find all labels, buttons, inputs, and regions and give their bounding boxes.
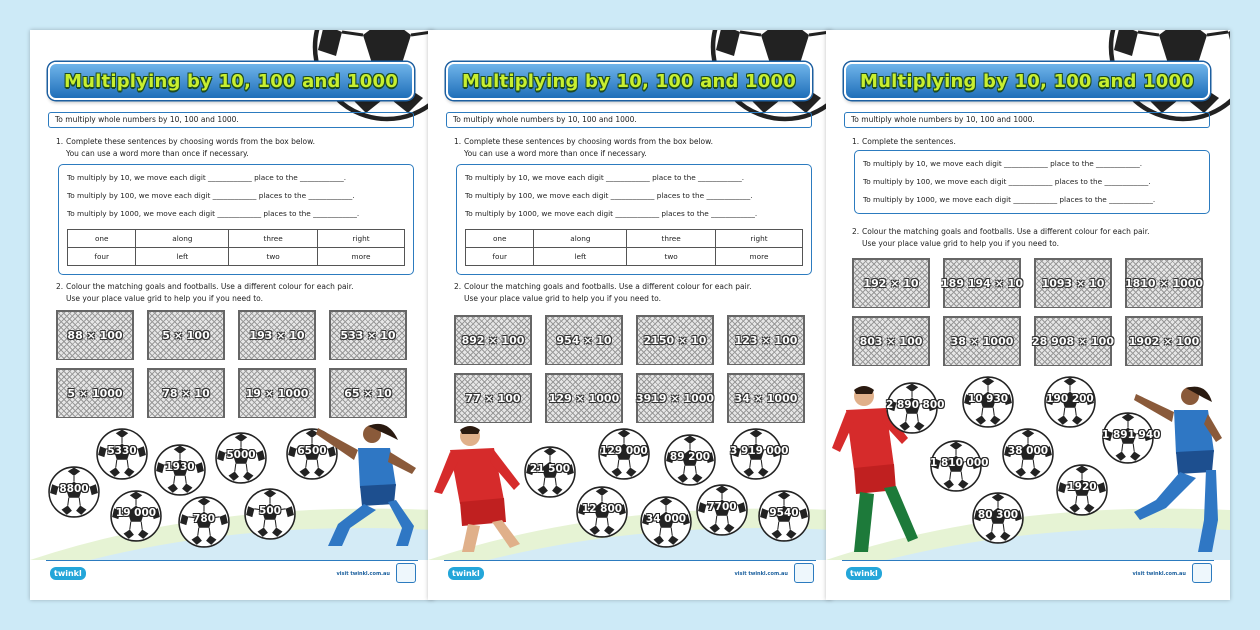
football[interactable] xyxy=(664,434,716,486)
word-cell: four xyxy=(68,248,136,266)
football-label: 89 200 xyxy=(669,451,711,463)
goal[interactable] xyxy=(1034,258,1112,308)
goal-label: 77 × 100 xyxy=(465,392,521,405)
goal[interactable] xyxy=(852,316,930,366)
goal[interactable] xyxy=(727,315,805,365)
football-label: 12 800 xyxy=(581,503,623,515)
goal-label: 65 × 10 xyxy=(344,387,392,400)
quality-badge-icon xyxy=(396,563,416,583)
word-cell: one xyxy=(466,230,534,248)
goal-label: 123 × 100 xyxy=(734,334,798,347)
question-text: You can use a word more than once if necessary. xyxy=(464,149,647,158)
sentence: To multiply by 100, we move each digit ____________ places to the ____________. xyxy=(67,191,355,200)
footballer-illustration xyxy=(298,418,428,546)
question-text: Use your place value grid to help you if you need to. xyxy=(862,239,1060,248)
goal[interactable] xyxy=(329,368,407,418)
goals-grid xyxy=(852,258,1206,366)
question-text: Complete these sentences by choosing words from the box below. xyxy=(464,137,713,146)
goal-label: 189 194 × 10 xyxy=(941,277,1023,290)
football[interactable] xyxy=(886,382,945,434)
word-cell: left xyxy=(136,248,229,266)
goal-label: 954 × 10 xyxy=(556,334,612,347)
goal[interactable] xyxy=(454,315,532,365)
football-label: 1 891 940 xyxy=(1102,429,1161,441)
worksheet-3 xyxy=(826,30,1230,600)
football[interactable] xyxy=(1056,464,1108,516)
football-label: 780 xyxy=(193,513,215,525)
twinkl-logo[interactable]: twinkl xyxy=(448,567,484,580)
goal-label: 38 × 1000 xyxy=(950,335,1014,348)
football-label: 1920 xyxy=(1067,481,1097,493)
football[interactable] xyxy=(972,492,1024,544)
football[interactable] xyxy=(1044,376,1096,428)
goal[interactable] xyxy=(329,310,407,360)
sentence: To multiply by 100, we move each digit ____________ places to the ____________. xyxy=(465,191,753,200)
goal[interactable] xyxy=(852,258,930,308)
website-link[interactable]: visit twinkl.com.au xyxy=(1132,571,1186,577)
football[interactable] xyxy=(598,428,650,480)
footer xyxy=(444,560,816,584)
website-link[interactable]: visit twinkl.com.au xyxy=(734,571,788,577)
goal[interactable] xyxy=(1125,258,1203,308)
footballer-illustration xyxy=(1126,380,1226,554)
football[interactable] xyxy=(696,484,748,536)
football-label: 190 200 xyxy=(1046,393,1094,405)
question-number: 1. xyxy=(852,137,860,146)
question-text: Colour the matching goals and footballs. Use a different colour for each pair. xyxy=(464,282,752,291)
sentences-box xyxy=(854,150,1210,214)
goal-label: 88 × 100 xyxy=(67,329,123,342)
question-2 xyxy=(454,281,752,305)
goal[interactable] xyxy=(636,373,714,423)
football-label: 8800 xyxy=(59,483,89,495)
title-banner xyxy=(844,62,1210,100)
goal-label: 192 × 10 xyxy=(863,277,919,290)
sentences-box xyxy=(58,164,414,275)
question-number: 1. xyxy=(56,137,64,146)
football[interactable] xyxy=(524,446,576,498)
football-label: 3 919 000 xyxy=(730,445,789,457)
learning-objective: To multiply whole numbers by 10, 100 and 1000. xyxy=(844,112,1210,128)
goal[interactable] xyxy=(238,368,316,418)
goal-label: 19 × 1000 xyxy=(245,387,309,400)
word-cell: right xyxy=(716,230,803,248)
goal-label: 193 × 10 xyxy=(249,329,305,342)
football[interactable] xyxy=(640,496,692,548)
football[interactable] xyxy=(576,486,628,538)
football[interactable] xyxy=(1002,428,1054,480)
footer xyxy=(842,560,1214,584)
question-text: Colour the matching goals and footballs. Use a different colour for each pair. xyxy=(66,282,354,291)
goals-grid xyxy=(454,315,808,423)
football[interactable] xyxy=(758,490,810,542)
football-label: 5330 xyxy=(107,445,137,457)
question-2 xyxy=(852,226,1150,250)
football[interactable] xyxy=(110,490,162,542)
question-text: Colour the matching goals and footballs. Use a different colour for each pair. xyxy=(862,227,1150,236)
football[interactable] xyxy=(154,444,206,496)
goal-label: 1902 × 100 xyxy=(1128,335,1200,348)
word-cell: along xyxy=(136,230,229,248)
quality-badge-icon xyxy=(794,563,814,583)
word-box xyxy=(465,229,803,266)
football-label: 500 xyxy=(259,505,281,517)
question-text: Use your place value grid to help you if you need to. xyxy=(464,294,662,303)
football[interactable] xyxy=(178,496,230,548)
football-label: 129 000 xyxy=(600,445,648,457)
football[interactable] xyxy=(96,428,148,480)
word-cell: three xyxy=(627,230,716,248)
football-label: 1930 xyxy=(165,461,195,473)
sentences-box xyxy=(456,164,812,275)
sentence: To multiply by 10, we move each digit ____________ place to the ____________. xyxy=(465,173,745,182)
football-label: 34 000 xyxy=(645,513,687,525)
goal-label: 803 × 100 xyxy=(859,335,923,348)
page-title: Multiplying by 10, 100 and 1000 xyxy=(64,70,398,92)
goal[interactable] xyxy=(56,310,134,360)
question-1 xyxy=(454,136,713,160)
word-cell: more xyxy=(716,248,803,266)
footer xyxy=(46,560,418,584)
word-cell: two xyxy=(229,248,318,266)
question-number: 2. xyxy=(454,282,462,291)
goal-label: 892 × 100 xyxy=(461,334,525,347)
football[interactable] xyxy=(962,376,1014,428)
word-cell: right xyxy=(318,230,405,248)
twinkl-logo[interactable]: twinkl xyxy=(846,567,882,580)
football[interactable] xyxy=(930,440,989,492)
question-text: Complete the sentences. xyxy=(862,137,956,146)
football-label: 19 000 xyxy=(115,507,157,519)
goal[interactable] xyxy=(727,373,805,423)
football[interactable] xyxy=(1102,412,1161,464)
football-label: 80 300 xyxy=(977,509,1019,521)
goal-label: 1810 × 1000 xyxy=(1124,277,1204,290)
football-label: 1 810 000 xyxy=(930,457,989,469)
title-banner xyxy=(446,62,812,100)
question-number: 2. xyxy=(56,282,64,291)
goal[interactable] xyxy=(636,315,714,365)
question-2 xyxy=(56,281,354,305)
goal-label: 5 × 100 xyxy=(162,329,210,342)
quality-badge-icon xyxy=(1192,563,1212,583)
worksheet-1 xyxy=(30,30,434,600)
goal[interactable] xyxy=(454,373,532,423)
football[interactable] xyxy=(730,428,789,480)
question-1 xyxy=(56,136,315,160)
goal-label: 1093 × 10 xyxy=(1041,277,1105,290)
goal[interactable] xyxy=(943,316,1021,366)
sentence: To multiply by 1000, we move each digit ____________ places to the ____________. xyxy=(863,195,1156,204)
sentence: To multiply by 100, we move each digit ____________ places to the ____________. xyxy=(863,177,1151,186)
worksheet-2 xyxy=(428,30,832,600)
sentence: To multiply by 10, we move each digit ____________ place to the ____________. xyxy=(67,173,347,182)
page-title: Multiplying by 10, 100 and 1000 xyxy=(462,70,796,92)
football-label: 9540 xyxy=(769,507,799,519)
sentence: To multiply by 1000, we move each digit ____________ places to the ____________. xyxy=(67,209,360,218)
word-cell: one xyxy=(68,230,136,248)
sentence: To multiply by 1000, we move each digit ____________ places to the ____________. xyxy=(465,209,758,218)
goal[interactable] xyxy=(238,310,316,360)
football-label: 6500 xyxy=(297,445,327,457)
twinkl-logo[interactable]: twinkl xyxy=(50,567,86,580)
football-label: 7700 xyxy=(707,501,737,513)
learning-objective: To multiply whole numbers by 10, 100 and 1000. xyxy=(446,112,812,128)
learning-objective: To multiply whole numbers by 10, 100 and 1000. xyxy=(48,112,414,128)
question-1 xyxy=(852,136,956,148)
goal-label: 129 × 1000 xyxy=(548,392,620,405)
word-cell: four xyxy=(466,248,534,266)
goal[interactable] xyxy=(545,315,623,365)
word-cell: more xyxy=(318,248,405,266)
goal[interactable] xyxy=(147,368,225,418)
word-cell: left xyxy=(534,248,627,266)
word-cell: two xyxy=(627,248,716,266)
goal[interactable] xyxy=(1034,316,1112,366)
goal-label: 78 × 10 xyxy=(162,387,210,400)
goal[interactable] xyxy=(1125,316,1203,366)
footballer-illustration xyxy=(432,422,532,552)
word-cell: three xyxy=(229,230,318,248)
question-text: Complete these sentences by choosing words from the box below. xyxy=(66,137,315,146)
football-label: 10 930 xyxy=(967,393,1009,405)
question-number: 1. xyxy=(454,137,462,146)
goal-label: 2150 × 10 xyxy=(643,334,707,347)
goals-grid xyxy=(56,310,410,418)
football-label: 21 500 xyxy=(529,463,571,475)
football-label: 2 890 800 xyxy=(886,399,945,411)
football-label: 5000 xyxy=(226,449,256,461)
goal-label: 533 × 10 xyxy=(340,329,396,342)
website-link[interactable]: visit twinkl.com.au xyxy=(336,571,390,577)
question-number: 2. xyxy=(852,227,860,236)
goal-label: 28 908 × 100 xyxy=(1032,335,1114,348)
goal-label: 5 × 1000 xyxy=(67,387,123,400)
football[interactable] xyxy=(215,432,267,484)
football[interactable] xyxy=(48,466,100,518)
sentence: To multiply by 10, we move each digit ____________ place to the ____________. xyxy=(863,159,1143,168)
word-cell: along xyxy=(534,230,627,248)
football[interactable] xyxy=(244,488,296,540)
question-text: You can use a word more than once if necessary. xyxy=(66,149,249,158)
football-label: 38 000 xyxy=(1007,445,1049,457)
goal-label: 3919 × 1000 xyxy=(635,392,715,405)
goal[interactable] xyxy=(56,368,134,418)
goal[interactable] xyxy=(943,258,1021,308)
goal[interactable] xyxy=(147,310,225,360)
title-banner xyxy=(48,62,414,100)
goal[interactable] xyxy=(545,373,623,423)
page-title: Multiplying by 10, 100 and 1000 xyxy=(860,70,1194,92)
word-box xyxy=(67,229,405,266)
question-text: Use your place value grid to help you if you need to. xyxy=(66,294,264,303)
goal-label: 34 × 1000 xyxy=(734,392,798,405)
